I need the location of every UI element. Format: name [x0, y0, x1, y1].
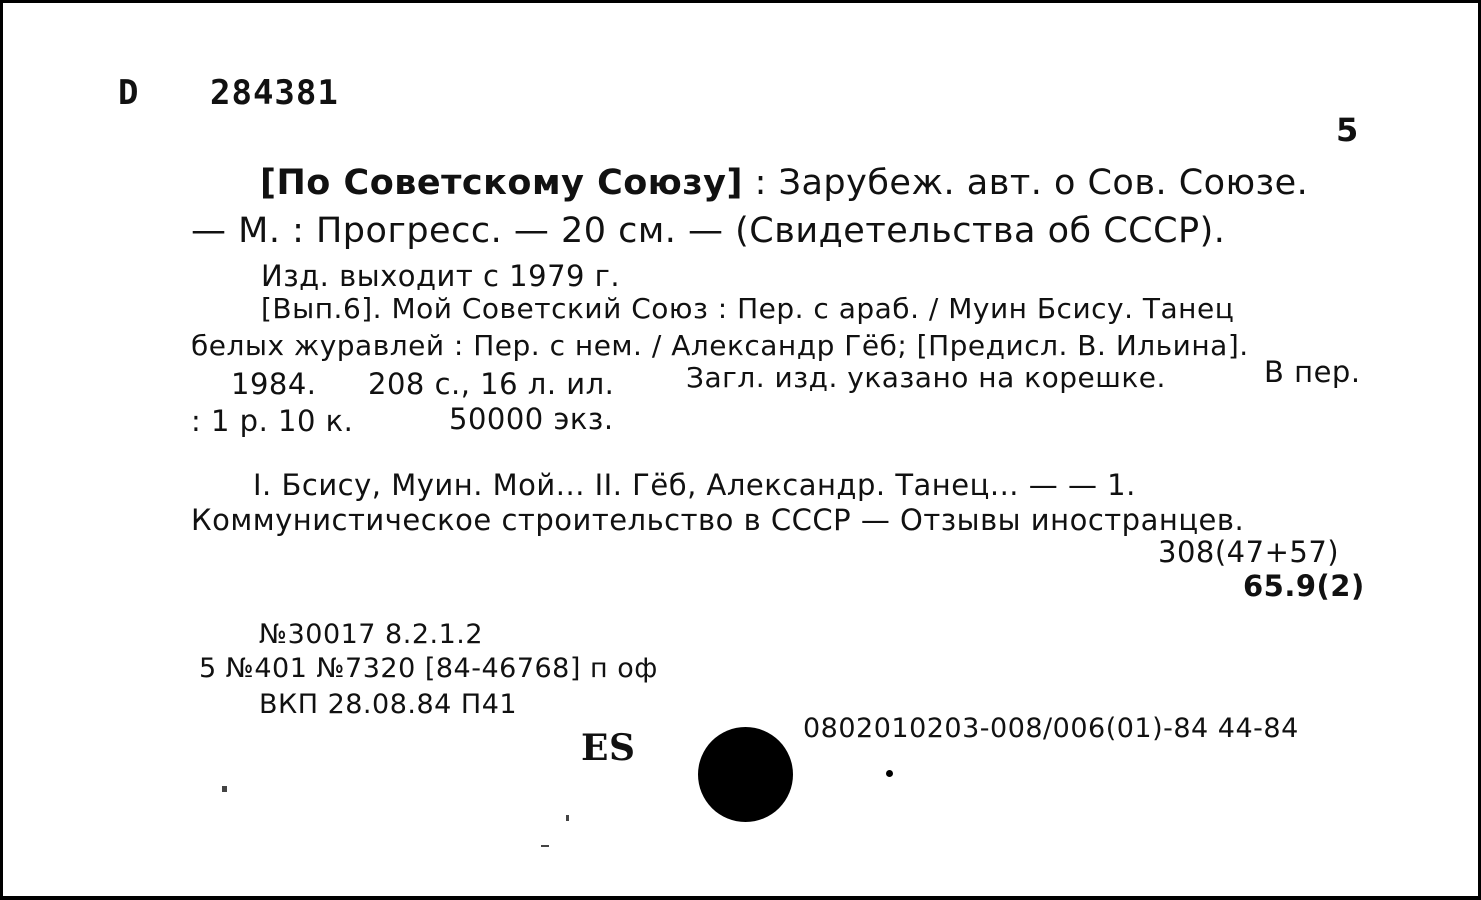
year: 1984. — [231, 367, 317, 401]
es-mark: ES — [581, 727, 636, 769]
publication-note: Изд. выходит с 1979 г. — [261, 259, 621, 293]
catalog-number: 284381 — [210, 73, 339, 113]
speck-mark — [222, 786, 227, 792]
issue-line-2: белых журавлей : Пер. с нем. / Александр Гёб; [Предисл. В. Ильина]. — [191, 329, 1249, 362]
title-rest: : Зарубеж. авт. о Сов. Союзе. — [742, 163, 1309, 203]
class-number: 308(47+57) — [1158, 535, 1340, 569]
corner-number: 5 — [1336, 111, 1359, 149]
tracings-line-1: I. Бсису, Муин. Мой... II. Гёб, Александр. Танец... — — 1. — [253, 468, 1136, 502]
binding: В пер. — [1264, 355, 1361, 389]
register-line: 5 №401 №7320 [84-46768] п оф — [199, 653, 658, 684]
issue-line-1: [Вып.6]. Мой Советский Союз : Пер. с араб. / Муин Бсису. Танец — [261, 292, 1235, 325]
speck-mark — [566, 815, 569, 821]
class-number-bold: 65.9(2) — [1243, 569, 1365, 603]
price: : 1 р. 10 к. — [191, 404, 354, 438]
punch-hole — [698, 727, 793, 822]
title-bracketed: [По Советскому Союзу] — [260, 163, 743, 203]
code-line: 0802010203-008/006(01)-84 44-84 — [803, 713, 1299, 744]
vkp-line: ВКП 28.08.84 П41 — [259, 689, 518, 720]
catalog-letter: D — [118, 73, 139, 113]
cover-note: Загл. изд. указано на корешке. — [686, 361, 1166, 394]
ink-dot — [886, 770, 893, 777]
order-number: №30017 8.2.1.2 — [259, 619, 484, 650]
tracings-line-2: Коммунистическое строительство в СССР — Отзывы иностранцев. — [191, 503, 1245, 537]
speck-mark — [541, 845, 549, 847]
publication-line: — М. : Прогресс. — 20 см. — (Свидетельства об СССР). — [191, 211, 1226, 251]
title-line — [260, 163, 1308, 203]
pages: 208 с., 16 л. ил. — [368, 367, 615, 401]
copies: 50000 экз. — [449, 402, 614, 436]
